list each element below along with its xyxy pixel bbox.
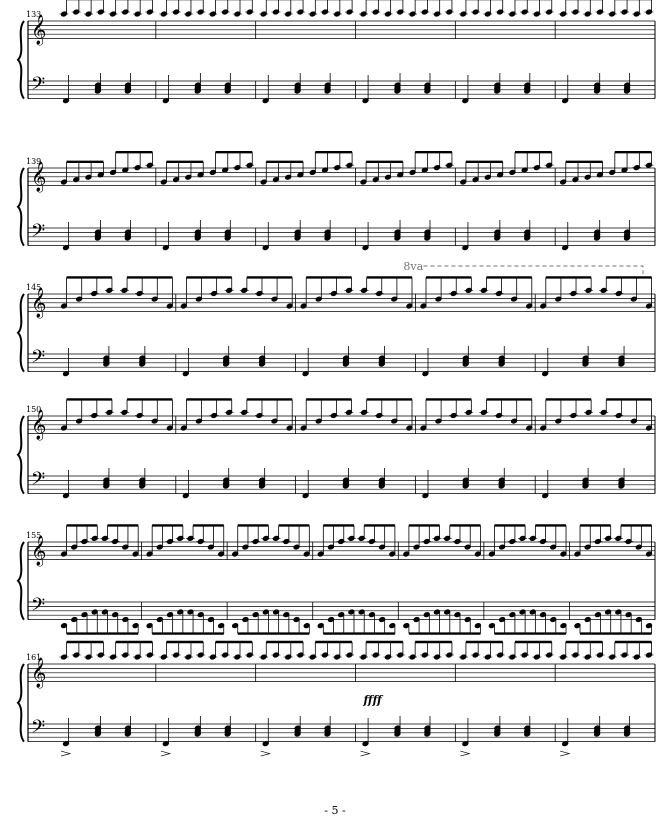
- bass-clef-icon: 𝄢: [31, 347, 46, 372]
- measure-number: 133: [26, 10, 42, 19]
- bass-clef-icon: 𝄢: [31, 74, 46, 99]
- brace-icon: [18, 21, 24, 99]
- dynamic-mark: ffff: [363, 693, 382, 707]
- system: [18, 642, 655, 756]
- treble-clef-icon: 𝄞: [31, 162, 47, 192]
- treble-clef-icon: 𝄞: [31, 658, 47, 688]
- measure-number: 161: [26, 653, 42, 662]
- brace-icon: [18, 416, 24, 494]
- brace-icon: [18, 542, 24, 620]
- bass-clef-icon: 𝄢: [31, 717, 46, 742]
- ottava-line: [423, 266, 643, 274]
- system: [18, 152, 655, 250]
- system: [18, 0, 655, 104]
- measure-number: 155: [26, 531, 42, 540]
- treble-clef-icon: 𝄞: [31, 288, 47, 318]
- accent-mark: [61, 751, 70, 756]
- bass-clef-icon: 𝄢: [31, 469, 46, 494]
- accent-mark: [361, 751, 370, 756]
- brace-icon: [18, 294, 24, 372]
- treble-clef-icon: 𝄞: [31, 15, 47, 45]
- brace-icon: [18, 168, 24, 246]
- treble-clef-icon: 𝄞: [31, 536, 47, 566]
- ottava-mark: 8va: [403, 260, 424, 273]
- accent-mark: [460, 751, 469, 756]
- bass-clef-icon: 𝄢: [31, 221, 46, 246]
- brace-icon: [18, 664, 24, 742]
- system: [18, 399, 655, 498]
- measure-number: 139: [26, 157, 42, 166]
- bass-clef-icon: 𝄢: [31, 595, 46, 620]
- system: [18, 260, 655, 377]
- measure-number: 150: [26, 405, 42, 414]
- system: [18, 525, 655, 633]
- accent-mark: [161, 751, 170, 756]
- treble-clef-icon: 𝄞: [31, 410, 47, 440]
- page-number: - 5 -: [324, 804, 346, 817]
- measure-number: 145: [26, 283, 42, 292]
- accent-mark: [560, 751, 569, 756]
- accent-mark: [261, 751, 270, 756]
